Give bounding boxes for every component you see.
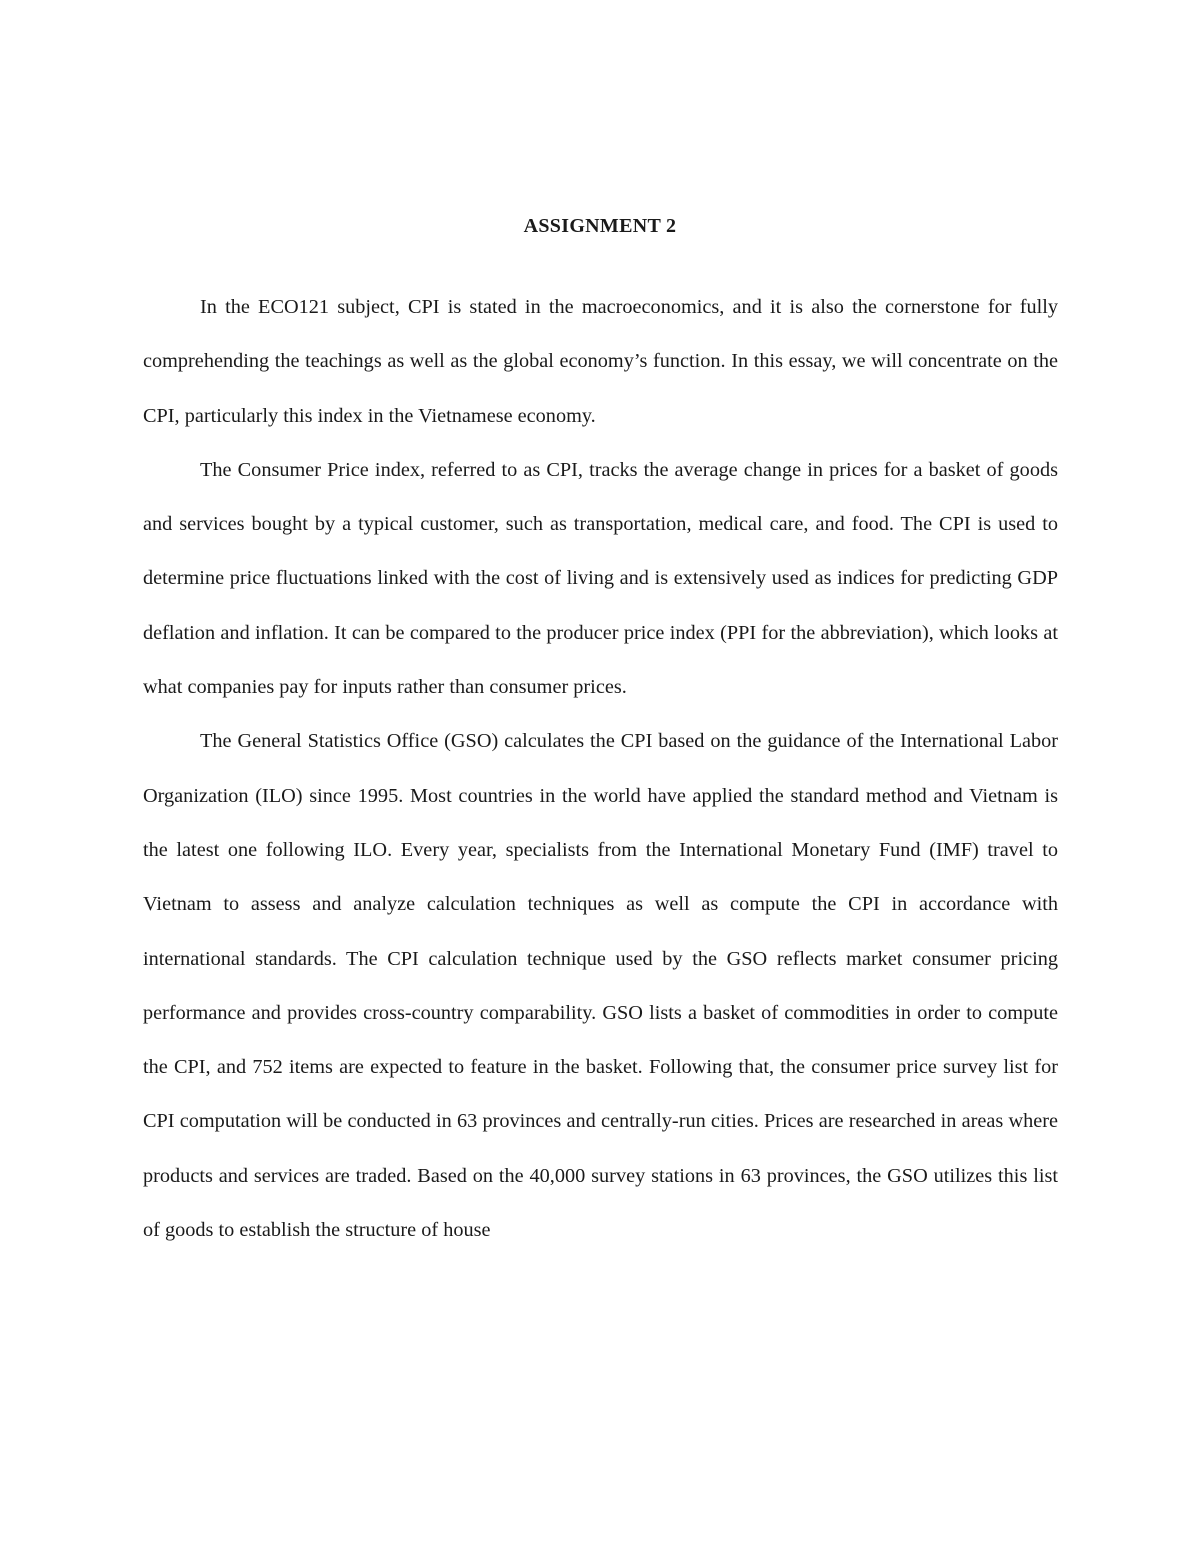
document-body: [143, 280, 1058, 1257]
document-title: ASSIGNMENT 2: [523, 215, 677, 237]
paragraph-cpi-definition: The Consumer Price index, referred to as CPI, tracks the average change in prices for a basket of goods and services bought by a typical customer, such as transportation, medical care, and food. The CPI is used to determine price fluctuations linked with the cost of living and is extensively used as indices for predicting GDP deflation and inflation. It can be compared to the producer price index (PPI for the abbreviation), which looks at what companies pay for inputs rather than consumer prices.: [143, 458, 1058, 699]
paragraph-gso-calculation: The General Statistics Office (GSO) calculates the CPI based on the guidance of the International Labor Organization (ILO) since 1995. Most countries in the world have applied the standard method and Vietnam is the latest one following ILO. Every year, specialists from the International Monetary Fund (IMF) travel to Vietnam to assess and analyze calculation techniques as well as compute the CPI in accordance with international standards. The CPI calculation technique used by the GSO reflects market consumer pricing performance and provides cross-country comparability. GSO lists a basket of commodities in order to compute the CPI, and 752 items are expected to feature in the basket. Following that, the consumer price survey list for CPI computation will be conducted in 63 provinces and centrally-run cities. Prices are researched in areas where products and services are traded. Based on the 40,000 survey stations in 63 provinces, the GSO utilizes this list of goods to establish the structure of house: [143, 730, 1058, 1242]
paragraph-intro: In the ECO121 subject, CPI is stated in the macroeconomics, and it is also the cornerstone for fully comprehending the teachings as well as the global economy’s function. In this essay, we will concentrate on the CPI, particularly this index in the Vietnamese economy.: [143, 296, 1058, 427]
